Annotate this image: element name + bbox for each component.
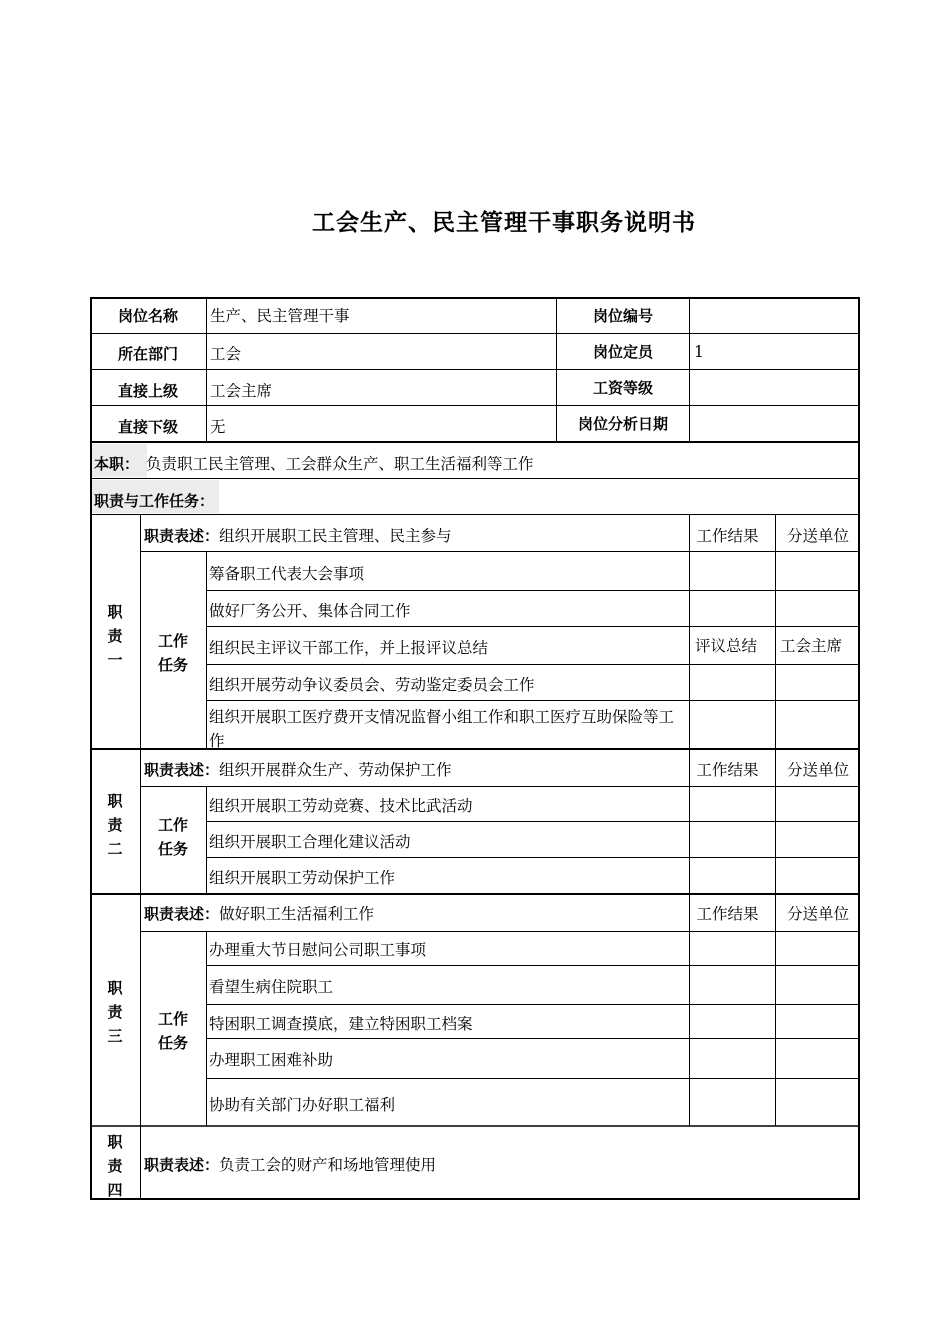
position-name-value: 生产、民主管理干事 (210, 307, 350, 325)
duty-3-task-5: 协助有关部门办好职工福利 (209, 1096, 396, 1114)
salary-grade-label: 工资等级 (592, 379, 653, 397)
department-value: 工会 (210, 345, 242, 363)
duty-2-task-1: 组织开展职工劳动竞赛、技术比武活动 (209, 797, 473, 815)
superior-value: 工会主席 (210, 382, 273, 400)
duty-3-task-3: 特困职工调查摸底，建立特困职工档案 (209, 1015, 473, 1033)
department-label: 所在部门 (117, 345, 178, 363)
duty-3-task-label: 工作 任务 (157, 1010, 188, 1052)
duty-2-task-2: 组织开展职工合理化建议活动 (209, 833, 411, 851)
duty-3-task-4: 办理职工困难补助 (209, 1051, 334, 1069)
duty-3-statement: 职责表述：做好职工生活福利工作 (144, 905, 375, 923)
duty-3-task-1: 办理重大节日慰问公司职工事项 (209, 941, 427, 959)
duty-3-label: 职 责 三 (107, 979, 123, 1045)
role-text: 负责职工民主管理、工会群众生产、职工生活福利等工作 (145, 455, 534, 473)
duty-1-task-label: 工作 任务 (157, 632, 188, 674)
position-code-label: 岗位编号 (592, 307, 653, 325)
duty-1-task-2: 做好厂务公开、集体合同工作 (209, 602, 411, 620)
duty-1-label: 职 责 一 (107, 603, 123, 669)
duty-1-task-1: 筹备职工代表大会事项 (209, 565, 365, 583)
duty-1-result-header: 工作结果 (696, 527, 759, 545)
duty-2-task-3: 组织开展职工劳动保护工作 (209, 869, 396, 887)
position-name-label: 岗位名称 (117, 307, 178, 325)
duty-2-recipient-header: 分送单位 (786, 761, 849, 779)
duty-2-statement: 职责表述：组织开展群众生产、劳动保护工作 (144, 761, 452, 779)
duty-2-label: 职 责 二 (107, 792, 123, 858)
duty-3-result-header: 工作结果 (696, 905, 759, 923)
duty-2-task-label: 工作 任务 (157, 816, 188, 858)
subordinate-value: 无 (210, 418, 226, 436)
headcount-value: 1 (694, 343, 704, 361)
duty-1-task-4: 组织开展劳动争议委员会、劳动鉴定委员会工作 (209, 676, 535, 694)
duties-header: 职责与工作任务： (94, 492, 215, 510)
job-description-table (90, 297, 860, 1200)
subordinate-label: 直接下级 (117, 418, 178, 436)
duty-3-recipient-header: 分送单位 (786, 905, 849, 923)
duty-1-task-3-recipient: 工会主席 (779, 637, 842, 655)
role-row (94, 453, 533, 475)
duty-1-task-3: 组织民主评议干部工作，并上报评议总结 (209, 639, 489, 657)
role-label: 本职 (94, 455, 125, 473)
superior-label: 直接上级 (117, 382, 178, 400)
headcount-label: 岗位定员 (592, 343, 653, 361)
duty-4-statement: 职责表述：负责工会的财产和场地管理使用 (144, 1156, 437, 1174)
role-colon: ： (124, 455, 140, 473)
duty-1-statement: 职责表述：组织开展职工民主管理、民主参与 (144, 527, 452, 545)
page-title: 工会生产、民主管理干事职务说明书 (312, 210, 696, 236)
analysis-date-label: 岗位分析日期 (577, 415, 668, 433)
duty-1-task-5: 组织开展职工医疗费开支情况监督小组工作和职工医疗互助保险等工作 (209, 708, 675, 750)
duty-2-result-header: 工作结果 (696, 761, 759, 779)
duty-1-task-3-result: 评议总结 (694, 637, 757, 655)
duty-3-task-2: 看望生病住院职工 (209, 978, 334, 996)
duty-1-recipient-header: 分送单位 (786, 527, 849, 545)
duty-4-label: 职 责 四 (107, 1133, 123, 1199)
